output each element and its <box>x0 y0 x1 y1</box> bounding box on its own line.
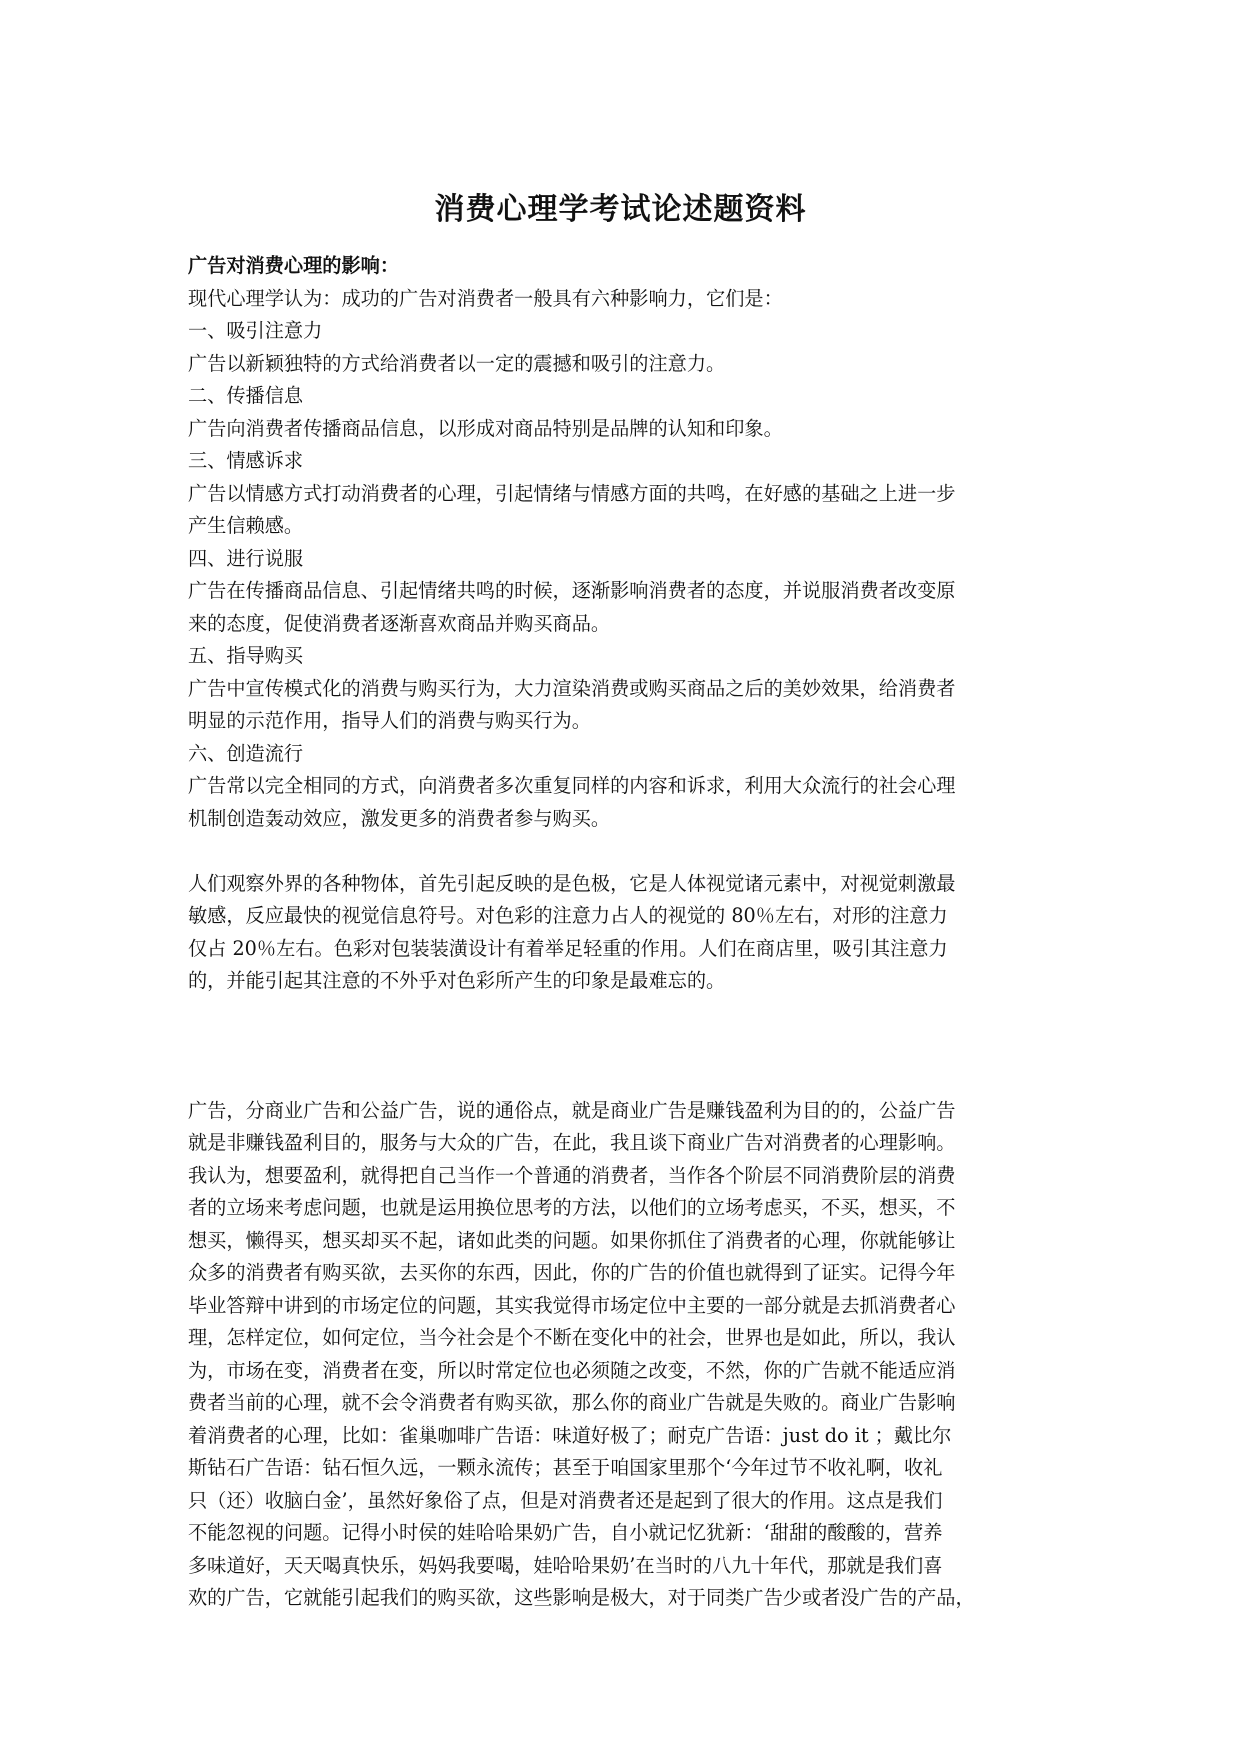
paragraph-line: 费者当前的心理，就不会令消费者有购买欲，那么你的商业广告就是失败的。商业广告影响 <box>188 1391 956 1414</box>
paragraph-line: 毕业答辩中讲到的市场定位的问题，其实我觉得市场定位中主要的一部分就是去抓消费者心 <box>188 1293 956 1317</box>
paragraph-line: 广告，分商业广告和公益广告，说的通俗点，就是商业广告是赚钱盈利为目的的，公益广告 <box>188 1098 956 1122</box>
paragraph-line: 仅占 20％左右。色彩对包装装潢设计有着举足轻重的作用。人们在商店里，吸引其注意力 <box>188 936 948 960</box>
document-body <box>188 250 1068 1615</box>
paragraph-line: 广告以情感方式打动消费者的心理，引起情绪与情感方面的共鸣，在好感的基础之上进一步 <box>188 481 956 505</box>
paragraph-line: 多味道好，天天喝真快乐，妈妈我要喝，娃哈哈果奶’在当时的八九十年代，那就是我们喜 <box>188 1553 943 1577</box>
paragraph-line: 广告中宣传模式化的消费与购买行为，大力渲染消费或购买商品之后的美妙效果，给消费者 <box>188 676 956 700</box>
paragraph-line: 四、进行说服 <box>188 546 304 570</box>
paragraph-line: 广告以新颖独特的方式给消费者以一定的震撼和吸引的注意力。 <box>188 351 726 375</box>
paragraph-line: 现代心理学认为：成功的广告对消费者一般具有六种影响力，它们是： <box>188 286 783 310</box>
paragraph-line: 来的态度，促使消费者逐渐喜欢商品并购买商品。 <box>188 611 611 635</box>
paragraph-line: 想买，懒得买，想买却买不起，诸如此类的问题。如果你抓住了消费者的心理，你就能够让 <box>188 1228 956 1252</box>
paragraph-line: 广告在传播商品信息、引起情绪共鸣的时候，逐渐影响消费者的态度，并说服消费者改变原 <box>188 579 956 602</box>
paragraph-line: 欢的广告，它就能引起我们的购买欲，这些影响是极大，对于同类广告少或者没广告的产品， <box>188 1586 975 1609</box>
paragraph-line: 明显的示范作用，指导人们的消费与购买行为。 <box>188 709 591 732</box>
paragraph-spacer <box>188 998 1068 1095</box>
paragraph-line: 为，市场在变，消费者在变，所以时常定位也必须随之改变，不然，你的广告就不能适应消 <box>188 1358 956 1382</box>
influence-section <box>188 283 1068 836</box>
paragraph-line: 产生信赖感。 <box>188 514 304 537</box>
page-title: 消费心理学考试论述题资料 <box>434 192 807 227</box>
paragraph-line: 我认为，想要盈利，就得把自己当作一个普通的消费者，当作各个阶层不同消费阶层的消费 <box>188 1163 956 1187</box>
paragraph-line: 二、传播信息 <box>188 384 304 407</box>
section-heading: 广告对消费心理的影响： <box>188 254 400 277</box>
paragraph-line: 理，怎样定位，如何定位，当今社会是个不断在变化中的社会，世界也是如此，所以，我认 <box>188 1326 956 1349</box>
paragraph-line: 六、创造流行 <box>188 741 304 765</box>
paragraph-line: 着消费者的心理，比如：雀巢咖啡广告语：味道好极了；耐克广告语：just do it ；戴比尔 <box>188 1423 952 1447</box>
paragraph-line: 机制创造轰动效应，激发更多的消费者参与购买。 <box>188 806 611 830</box>
paragraph-spacer <box>188 835 1068 868</box>
paragraph-line: 者的立场来考虑问题，也就是运用换位思考的方法，以他们的立场考虑买，不买，想买，不 <box>188 1196 956 1219</box>
paragraph-line: 五、指导购买 <box>188 644 304 667</box>
paragraph-line: 三、情感诉求 <box>188 449 304 472</box>
paragraph-line: 的，并能引起其注意的不外乎对色彩所产生的印象是最难忘的。 <box>188 969 726 992</box>
paragraph-line: 一、吸引注意力 <box>188 319 323 342</box>
paragraph-line: 人们观察外界的各种物体，首先引起反映的是色极，它是人体视觉诸元素中，对视觉刺激最 <box>188 871 956 895</box>
paragraph-line: 不能忽视的问题。记得小时侯的娃哈哈果奶广告，自小就记忆犹新：‘甜甜的酸酸的，营养 <box>188 1521 943 1544</box>
paragraph-line: 斯钻石广告语：钻石恒久远，一颗永流传；甚至于咱国家里那个‘今年过节不收礼啊，收礼 <box>188 1456 943 1479</box>
commercial-ad-section <box>188 1095 1068 1615</box>
paragraph-line: 只（还）收脑白金’，虽然好象俗了点，但是对消费者还是起到了很大的作用。这点是我们 <box>188 1488 943 1512</box>
paragraph-line: 广告常以完全相同的方式，向消费者多次重复同样的内容和诉求，利用大众流行的社会心理 <box>188 774 956 797</box>
paragraph-line: 广告向消费者传播商品信息，以形成对商品特别是品牌的认知和印象。 <box>188 416 783 440</box>
paragraph-line: 众多的消费者有购买欲，去买你的东西，因此，你的广告的价值也就得到了证实。记得今年 <box>188 1261 956 1284</box>
paragraph-line: 就是非赚钱盈利目的，服务与大众的广告，在此，我且谈下商业广告对消费者的心理影响。 <box>188 1131 956 1154</box>
paragraph-line: 敏感，反应最快的视觉信息符号。对色彩的注意力占人的视觉的 80％左右，对形的注意力 <box>188 904 948 927</box>
color-section <box>188 868 1068 998</box>
